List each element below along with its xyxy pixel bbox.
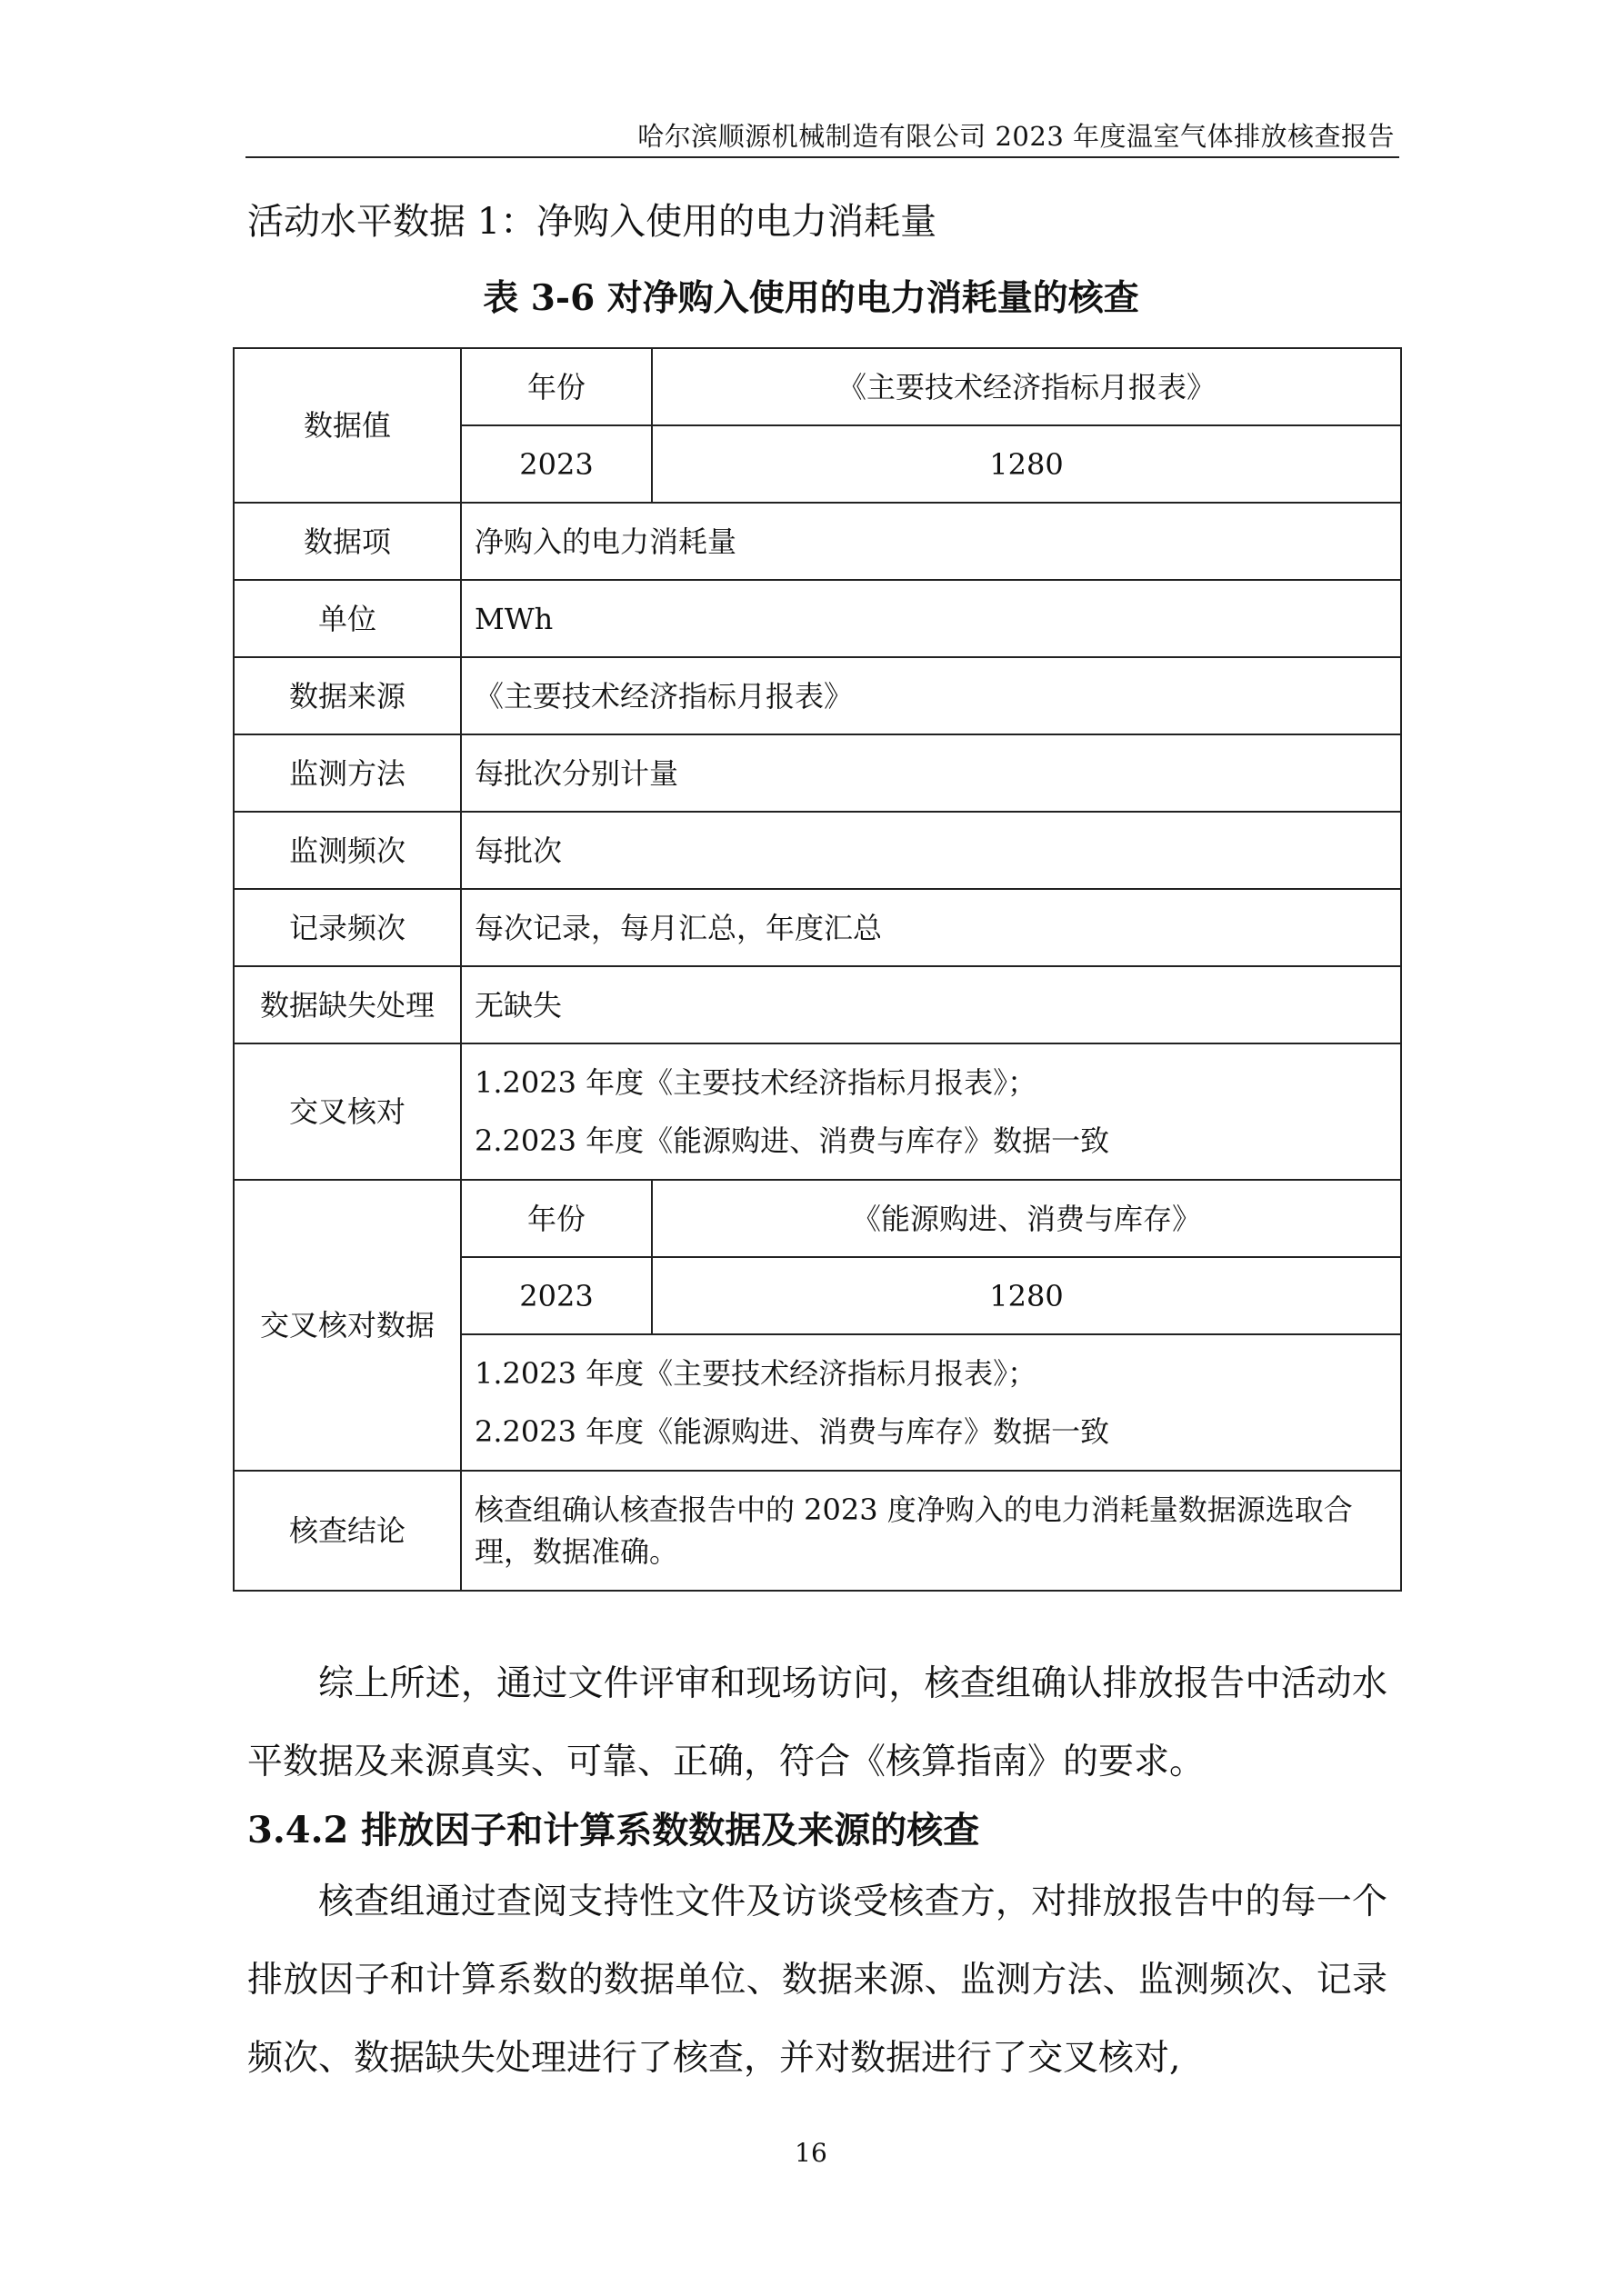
table-row [234, 657, 1401, 734]
col-header-source: 《能源购进、消费与库存》 [652, 1180, 1401, 1257]
row-value: 每次记录，每月汇总，年度汇总 [461, 889, 1401, 966]
header-divider [245, 156, 1399, 158]
table-row [234, 503, 1401, 580]
row-value: 无缺失 [461, 966, 1401, 1043]
row-label: 数据缺失处理 [234, 966, 461, 1043]
row-label-data-value: 数据值 [234, 348, 461, 503]
row-value: 净购入的电力消耗量 [461, 503, 1401, 580]
table-row [234, 734, 1401, 812]
cross-check-data-notes [461, 1334, 1401, 1471]
row-label: 数据来源 [234, 657, 461, 734]
cross-check-line: 1.2023 年度《主要技术经济指标月报表》； [475, 1065, 1037, 1100]
cross-check-line: 1.2023 年度《主要技术经济指标月报表》； [475, 1356, 1037, 1391]
row-label-cross-check: 交叉核对 [234, 1043, 461, 1180]
col-header-year: 年份 [461, 1180, 652, 1257]
row-label-cross-check-data: 交叉核对数据 [234, 1180, 461, 1471]
verification-table [233, 347, 1402, 1592]
table-caption: 表 3-6 对净购入使用的电力消耗量的核查 [483, 277, 1139, 319]
page-number: 16 [795, 2138, 827, 2168]
table-row [234, 812, 1401, 889]
row-label: 监测方法 [234, 734, 461, 812]
col-header-source: 《主要技术经济指标月报表》 [652, 348, 1401, 425]
table-row [234, 1471, 1401, 1591]
table-row [234, 966, 1401, 1043]
row-label: 数据项 [234, 503, 461, 580]
table-row [234, 889, 1401, 966]
subsection-heading: 3.4.2 排放因子和计算系数数据及来源的核查 [247, 1809, 980, 1852]
row-label: 记录频次 [234, 889, 461, 966]
summary-paragraph: 综上所述，通过文件评审和现场访问，核查组确认排放报告中活动水平数据及来源真实、可靠、正确，符合《核算指南》的要求。 [247, 1663, 1387, 1782]
cell-value: 1280 [652, 425, 1401, 503]
cross-check-line: 2.2023 年度《能源购进、消费与库存》数据一致 [475, 1123, 1110, 1158]
cell-year: 2023 [461, 425, 652, 503]
row-label-conclusion: 核查结论 [234, 1471, 461, 1591]
cell-year: 2023 [461, 1257, 652, 1334]
row-value: 《主要技术经济指标月报表》 [461, 657, 1401, 734]
table-row [234, 1180, 1401, 1257]
row-label: 监测频次 [234, 812, 461, 889]
row-label: 单位 [234, 580, 461, 657]
col-header-year: 年份 [461, 348, 652, 425]
table-row [234, 580, 1401, 657]
cross-check-line: 2.2023 年度《能源购进、消费与库存》数据一致 [475, 1414, 1110, 1449]
cell-value: 1280 [652, 1257, 1401, 1334]
conclusion-text: 核查组确认核查报告中的 2023 度净购入的电力消耗量数据源选取合理，数据准确。 [461, 1471, 1401, 1591]
cross-check-notes [461, 1043, 1401, 1180]
row-value: MWh [461, 580, 1401, 657]
row-value: 每批次分别计量 [461, 734, 1401, 812]
table-row [234, 348, 1401, 425]
section-heading: 活动水平数据 1：净购入使用的电力消耗量 [247, 201, 937, 243]
body-paragraph: 核查组通过查阅支持性文件及访谈受核查方，对排放报告中的每一个排放因子和计算系数的数据单位、数据来源、监测方法、监测频次、记录频次、数据缺失处理进行了核查，并对数据进行了交叉核对, [247, 1882, 1387, 2079]
table-row [234, 1043, 1401, 1180]
row-value: 每批次 [461, 812, 1401, 889]
running-header: 哈尔滨顺源机械制造有限公司 2023 年度温室气体排放核查报告 [637, 121, 1395, 152]
